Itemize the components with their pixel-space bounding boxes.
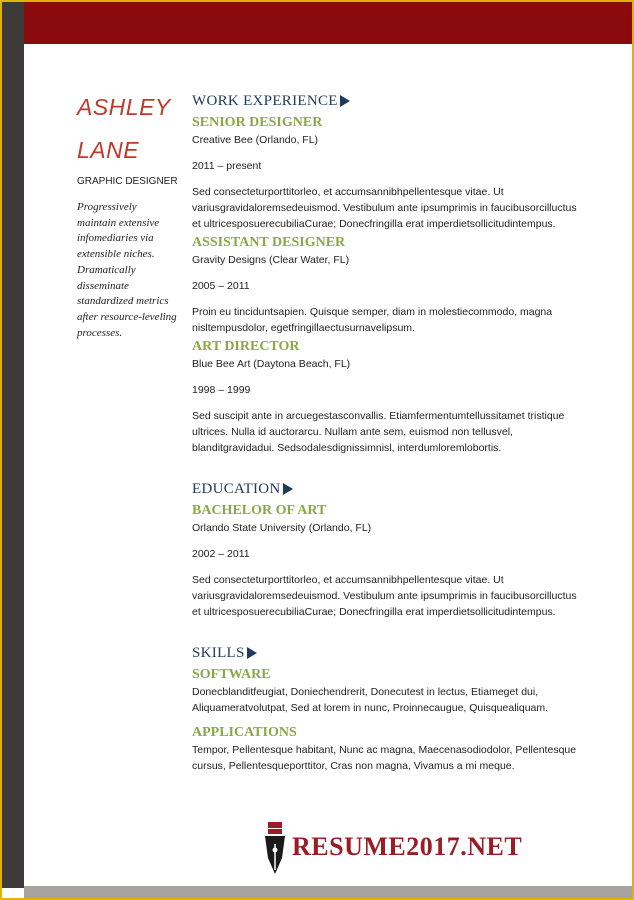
fountain-pen-nib-icon xyxy=(262,820,288,876)
logo-text: RESUME2017.NET xyxy=(292,832,523,861)
arrow-right-icon xyxy=(247,647,257,659)
footer-color-band xyxy=(24,886,632,898)
job-desc-line: variusgravidaloremsedeuismod. Vestibulum ante ipsumprimis in faucibusorcilluctus xyxy=(192,202,577,214)
left-color-band xyxy=(2,2,24,888)
first-name: ASHLEY xyxy=(77,94,171,120)
profile-summary: Progressively maintain extensive infomediaries via extensible niches. Dramatically disseminate standardized metrics after resource-leveling processes. xyxy=(77,201,177,339)
job-desc-line: Sed consecteturporttitorleo, et accumsannibhpellentesque vitae. Ut xyxy=(192,186,504,198)
arrow-right-icon xyxy=(283,483,293,495)
arrow-right-icon xyxy=(340,95,350,107)
job-company: Creative Bee (Orlando, FL) xyxy=(192,134,319,146)
job-entry xyxy=(192,234,602,336)
site-logo xyxy=(262,820,523,878)
education-desc-line: et ultricesposuerecubiliaCurae; Donecfringilla erat imperdietsollicitudintempus. xyxy=(192,606,556,618)
skill-group-title: APPLICATIONS xyxy=(192,725,297,740)
job-desc-line: Sed suscipit ante in arcuegestasconvallis. Etiamfermentumtellussitamet tristique xyxy=(192,410,565,422)
work-experience-heading: WORK EXPERIENCE xyxy=(192,90,602,112)
job-entry xyxy=(192,114,602,232)
job-title: ART DIRECTOR xyxy=(192,339,300,354)
job-title: SENIOR DESIGNER xyxy=(192,115,323,130)
job-desc-line: ultrices. Nulla id auctorarcu. Nullam ante sem, euismod non tellusvel, xyxy=(192,426,513,438)
skill-group xyxy=(192,666,602,716)
job-company: Gravity Designs (Clear Water, FL) xyxy=(192,254,350,266)
job-title: ASSISTANT DESIGNER xyxy=(192,235,346,250)
job-dates: 2005 – 2011 xyxy=(192,280,250,292)
job-desc-line: blanditgravidadui. Sedsodalesdignissimnisl, interdumloremlobortis. xyxy=(192,442,502,454)
skill-desc-line: Donecblanditfeugiat, Doniechendrerit, Donecutest in lectus, Etiameget dui, xyxy=(192,686,539,698)
job-desc-line: et ultricesposuerecubiliaCurae; Donecfringilla erat imperdietsollicitudintempus. xyxy=(192,218,556,230)
job-desc-line: Proin eu tinciduntsapien. Quisque semper, diam in molestiecommodo, magna xyxy=(192,306,553,318)
skills-heading: SKILLS xyxy=(192,642,602,664)
education-dates: 2002 – 2011 xyxy=(192,548,250,560)
last-name: LANE xyxy=(77,137,140,163)
job-company: Blue Bee Art (Daytona Beach, FL) xyxy=(192,358,351,370)
job-dates: 1998 – 1999 xyxy=(192,384,251,396)
skill-group xyxy=(192,724,602,774)
skill-group-title: SOFTWARE xyxy=(192,667,271,682)
job-entry xyxy=(192,338,602,456)
job-role: GRAPHIC DESIGNER xyxy=(77,176,178,187)
school-name: Orlando State University (Orlando, FL) xyxy=(192,522,372,534)
applicant-name xyxy=(77,86,187,172)
job-desc-line: nisltempusdolor, egetfringillaectusurnavelipsum. xyxy=(192,322,415,334)
skill-desc-line: Aliquameratvolutpat, Sed at lorem in nunc, Proinnecaugue, Quisquealiquam. xyxy=(192,702,549,714)
education-desc-line: Sed consecteturporttitorleo, et accumsannibhpellentesque vitae. Ut xyxy=(192,574,504,586)
degree-title: BACHELOR OF ART xyxy=(192,503,327,518)
education-heading: EDUCATION xyxy=(192,478,602,500)
skill-desc-line: cursus, Pellentesqueporttitor, Cras non magna, Vivamus a mi meque. xyxy=(192,760,515,772)
header-color-band xyxy=(2,2,632,44)
education-desc-line: variusgravidaloremsedeuismod. Vestibulum ante ipsumprimis in faucibusorcilluctus xyxy=(192,590,577,602)
education-entry xyxy=(192,502,602,620)
main-content xyxy=(192,90,602,774)
skill-desc-line: Tempor, Pellentesque habitant, Nunc ac magna, Maecenasodiodolor, Pellentesque xyxy=(192,744,577,756)
job-dates: 2011 – present xyxy=(192,160,262,172)
